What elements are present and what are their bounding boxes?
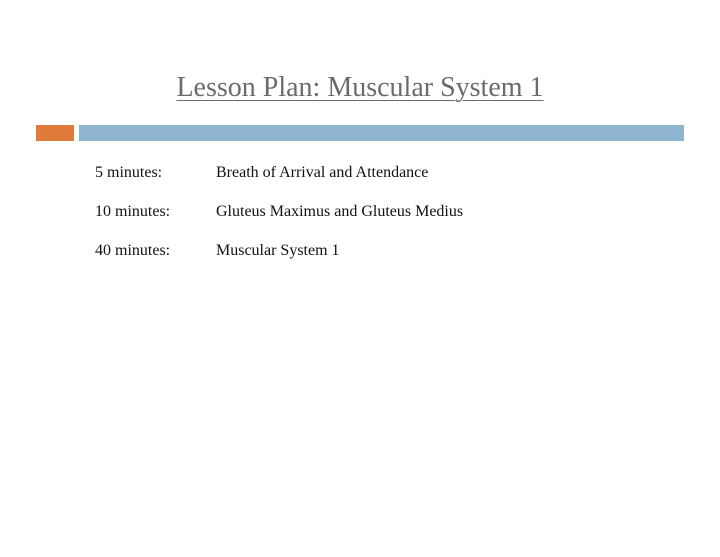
agenda-duration: 5 minutes: (95, 164, 163, 181)
agenda-activity: Gluteus Maximus and Gluteus Medius (216, 203, 464, 220)
accent-band (36, 125, 74, 141)
agenda-row (95, 240, 655, 279)
agenda-activity: Muscular System 1 (216, 242, 340, 259)
agenda-list (95, 162, 655, 279)
slide-title-text: Lesson Plan: Muscular System 1 (176, 72, 544, 103)
agenda-activity: Breath of Arrival and Attendance (216, 164, 429, 181)
slide-title (0, 70, 720, 106)
agenda-row (95, 162, 655, 201)
agenda-duration: 10 minutes: (95, 203, 171, 220)
agenda-row (95, 201, 655, 240)
title-divider-band (79, 125, 684, 141)
agenda-duration: 40 minutes: (95, 242, 171, 259)
